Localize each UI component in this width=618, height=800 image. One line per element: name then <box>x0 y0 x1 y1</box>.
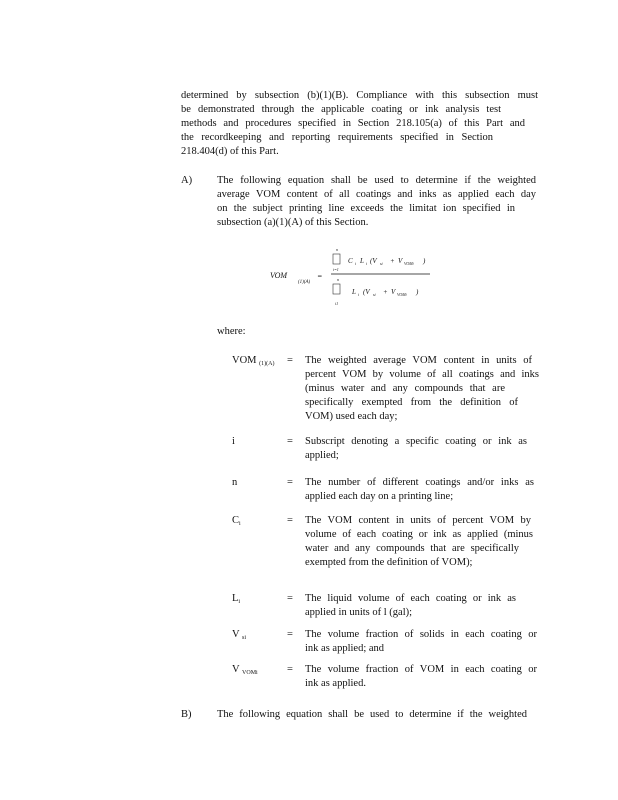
eq-num-c-sub: i <box>355 261 357 266</box>
definition-line: ink as applied. <box>305 678 366 689</box>
section-b-label: B) <box>181 709 192 720</box>
definition-line: The VOM content in units of percent VOM by <box>305 515 531 526</box>
definition-line: The weighted average VOM content in units of <box>305 355 532 366</box>
eq-num-close: ) <box>423 257 426 265</box>
section-a-label: A) <box>181 175 193 186</box>
eq-lhs: VOM <box>270 271 288 280</box>
eq-num-upper-limit: n <box>336 247 338 252</box>
definition-line: applied each day on a printing line; <box>305 491 454 502</box>
intro-line: the recordkeeping and reporting requirements specified in Section <box>181 132 493 143</box>
eq-num-vvom-sub: VOMi <box>404 261 414 266</box>
definition-equals: = <box>287 593 293 604</box>
eq-lhs-sub: (1)(A) <box>298 280 311 285</box>
eq-den-plus: + <box>383 288 388 296</box>
definition-line: ink as applied; and <box>305 643 385 654</box>
eq-den-upper-limit: n <box>337 277 339 282</box>
definition-line: The number of different coatings and/or inks as <box>305 477 534 488</box>
definition-equals: = <box>287 477 293 488</box>
definition-equals: = <box>287 629 293 640</box>
eq-num-paren: (V <box>370 257 377 265</box>
definition-line: water and any compounds that are specifically <box>305 543 519 554</box>
eq-num-l: L <box>360 257 364 265</box>
eq-den-index: i1 <box>335 301 339 306</box>
vom-equation <box>260 244 460 316</box>
definition-equals: = <box>287 664 293 675</box>
definition-line: applied in units of l (gal); <box>305 607 413 618</box>
definition-line: percent VOM by volume of all coatings and inks <box>305 369 539 380</box>
definition-line: The volume fraction of solids in each coating or <box>305 629 537 640</box>
eq-den-vs-sub: si <box>373 292 376 297</box>
eq-num-l-sub: i <box>366 261 368 266</box>
definition-equals: = <box>287 515 293 526</box>
section-a-line: on the subject printing line exceeds the limitat ion specified in <box>217 203 515 214</box>
eq-den-vvom: V <box>391 288 396 296</box>
section-b-line: The following equation shall be used to determine if the weighted <box>217 709 527 720</box>
sum-symbol-icon <box>333 284 340 294</box>
definition-symbol: i <box>232 436 235 447</box>
eq-num-plus: + <box>390 257 395 265</box>
eq-num-c: C <box>348 257 353 265</box>
definition-equals: = <box>287 355 293 366</box>
eq-den-l: L <box>352 288 356 296</box>
eq-num-vvom: V <box>398 257 403 265</box>
definition-line: VOM) used each day; <box>305 411 398 422</box>
definition-line: The liquid volume of each coating or ink as <box>305 593 516 604</box>
intro-line: determined by subsection (b)(1)(B). Compliance with this subsection must <box>181 90 538 101</box>
definition-line: volume of each coating or ink as applied (minus <box>305 529 533 540</box>
intro-line: methods and procedures specified in Section 218.105(a) of this Part and <box>181 118 525 129</box>
intro-line: 218.404(d) of this Part. <box>181 146 279 157</box>
definition-line: specifically exempted from the definition of <box>305 397 518 408</box>
definition-symbol: V $_{VOMi}$ <box>232 664 258 676</box>
definition-line: exempted from the definition of VOM); <box>305 557 473 568</box>
intro-line: be demonstrated through the applicable coating or ink analysis test <box>181 104 501 115</box>
definition-line: Subscript denoting a specific coating or ink as <box>305 436 527 447</box>
section-a-line: The following equation shall be used to determine if the weighted <box>217 175 536 186</box>
definition-line: (minus water and any compounds that are <box>305 383 505 394</box>
where-label: where: <box>217 326 246 337</box>
eq-num-index: i=1 <box>333 267 339 272</box>
eq-equals: = <box>317 272 323 281</box>
eq-den-l-sub: i <box>358 292 360 297</box>
definition-equals: = <box>287 436 293 447</box>
definition-symbol: $L_i$ <box>232 593 241 605</box>
eq-den-paren: (V <box>363 288 370 296</box>
section-a-line: subsection (a)(1)(A) of this Section. <box>217 217 369 228</box>
definition-line: applied; <box>305 450 339 461</box>
eq-den-vvom-sub: VOMi <box>397 292 407 297</box>
section-a-line: average VOM content of all coatings and inks as applied each day <box>217 189 536 200</box>
definition-symbol: n <box>232 477 238 488</box>
definition-line: The volume fraction of VOM in each coating or <box>305 664 537 675</box>
eq-den-close: ) <box>416 288 419 296</box>
definition-symbol: $C_i$ <box>232 515 241 527</box>
definition-symbol: V $_{si}$ <box>232 629 247 641</box>
sum-symbol-icon <box>333 254 340 264</box>
eq-num-vs-sub: si <box>380 261 383 266</box>
definition-symbol: VOM $_{(1)(A)}$ <box>232 355 275 367</box>
